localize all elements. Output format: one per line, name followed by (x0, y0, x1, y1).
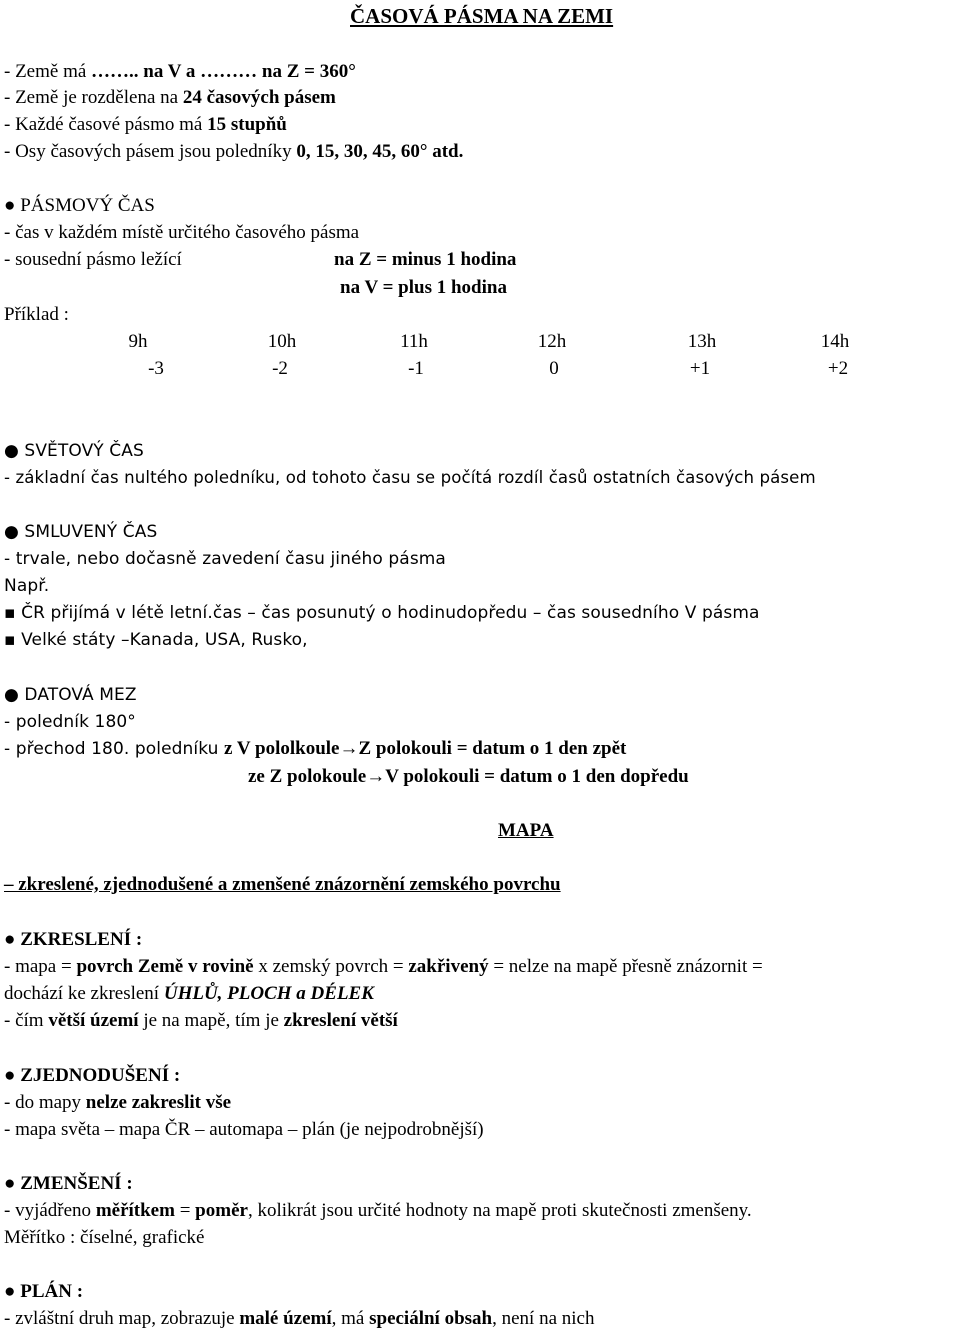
zkresleni-line-3: - čím větší území je na mapě, tím je zkreslení větší (4, 1010, 398, 1031)
datova-line-2: - přechod 180. poledníku z V pololkoule→Z polokouli = datum o 1 den zpět (4, 738, 627, 759)
hour-cell: 14h (820, 331, 850, 352)
mapa-title: MAPA (498, 820, 554, 841)
svetovy-heading: ● SVĚTOVÝ ČAS (4, 441, 144, 461)
pasmovy-line-2: - sousední pásmo ležící (4, 249, 182, 270)
smluveny-line-1: - trvale, nebo dočasně zavedení času jiného pásma (4, 549, 446, 569)
smluveny-heading: ● SMLUVENÝ ČAS (4, 522, 158, 542)
offset-cell: -1 (408, 358, 424, 379)
zjednoduseni-line-2: - mapa světa – mapa ČR – automapa – plán (je nejpodrobnější) (4, 1119, 484, 1140)
pasmovy-east-rule: na V = plus 1 hodina (340, 277, 507, 298)
intro-line-4: - Osy časových pásem jsou poledníky 0, 15, 30, 45, 60° atd. (4, 141, 464, 162)
intro-line-3: - Každé časové pásmo má 15 stupňů (4, 114, 287, 135)
hour-cell: 13h (687, 331, 717, 352)
zkresleni-line-1: - mapa = povrch Země v rovině x zemský povrch = zakřivený = nelze na mapě přesně znázornit = (4, 956, 763, 977)
page-title: ČASOVÁ PÁSMA NA ZEMI (350, 4, 614, 28)
smluveny-line-2: Např. (4, 576, 50, 596)
smluveny-line-3: ▪ ČR přijímá v létě letní.čas – čas posunutý o hodinudopředu – čas sousedního V pásma (4, 603, 760, 623)
example-label: Příklad : (4, 304, 69, 325)
zkresleni-line-2: dochází ke zkreslení ÚHLŮ, PLOCH a DÉLEK (4, 983, 374, 1004)
zmenseni-line-1: - vyjádřeno měřítkem = poměr, kolikrát jsou určité hodnoty na mapě proti skutečnosti zmenšeny. (4, 1200, 752, 1221)
offset-cell: +1 (689, 358, 711, 379)
zmenseni-line-2: Měřítko : číselné, grafické (4, 1227, 205, 1248)
hour-cell: 9h (128, 331, 148, 352)
datova-line-3: ze Z polokoule→V polokouli = datum o 1 den dopředu (248, 766, 689, 787)
zkresleni-heading: ● ZKRESLENÍ : (4, 929, 143, 950)
svetovy-line-1: - základní čas nultého poledníku, od tohoto času se počítá rozdíl časů ostatních časových pásem (4, 468, 816, 487)
smluveny-line-4: ▪ Velké státy –Kanada, USA, Rusko, (4, 630, 308, 650)
datova-line-1: - poledník 180° (4, 712, 136, 732)
plan-heading: ● PLÁN : (4, 1281, 84, 1302)
intro-line-2: - Země je rozdělena na 24 časových pásem (4, 87, 336, 108)
offset-cell: +2 (827, 358, 849, 379)
pasmovy-heading: ● PÁSMOVÝ ČAS (4, 195, 155, 216)
mapa-definition: – zkreslené, zjednodušené a zmenšené znázornění zemského povrchu (4, 874, 561, 895)
offset-cell: -2 (272, 358, 288, 379)
hour-cell: 12h (537, 331, 567, 352)
hour-cell: 11h (400, 331, 428, 352)
hour-cell: 10h (267, 331, 297, 352)
zjednoduseni-line-1: - do mapy nelze zakreslit vše (4, 1092, 232, 1113)
pasmovy-west-rule: na Z = minus 1 hodina (334, 249, 517, 270)
datova-heading: ● DATOVÁ MEZ (4, 685, 137, 705)
plan-line-1: - zvláštní druh map, zobrazuje malé území, má speciální obsah, není na nich (4, 1308, 595, 1329)
intro-line-1: - Země má …….. na V a ……… na Z = 360° (4, 61, 356, 82)
pasmovy-line-1: - čas v každém místě určitého časového pásma (4, 222, 360, 243)
offset-cell: 0 (549, 358, 559, 379)
zmenseni-heading: ● ZMENŠENÍ : (4, 1173, 133, 1194)
zjednoduseni-heading: ● ZJEDNODUŠENÍ : (4, 1065, 181, 1086)
offset-cell: -3 (148, 358, 164, 379)
